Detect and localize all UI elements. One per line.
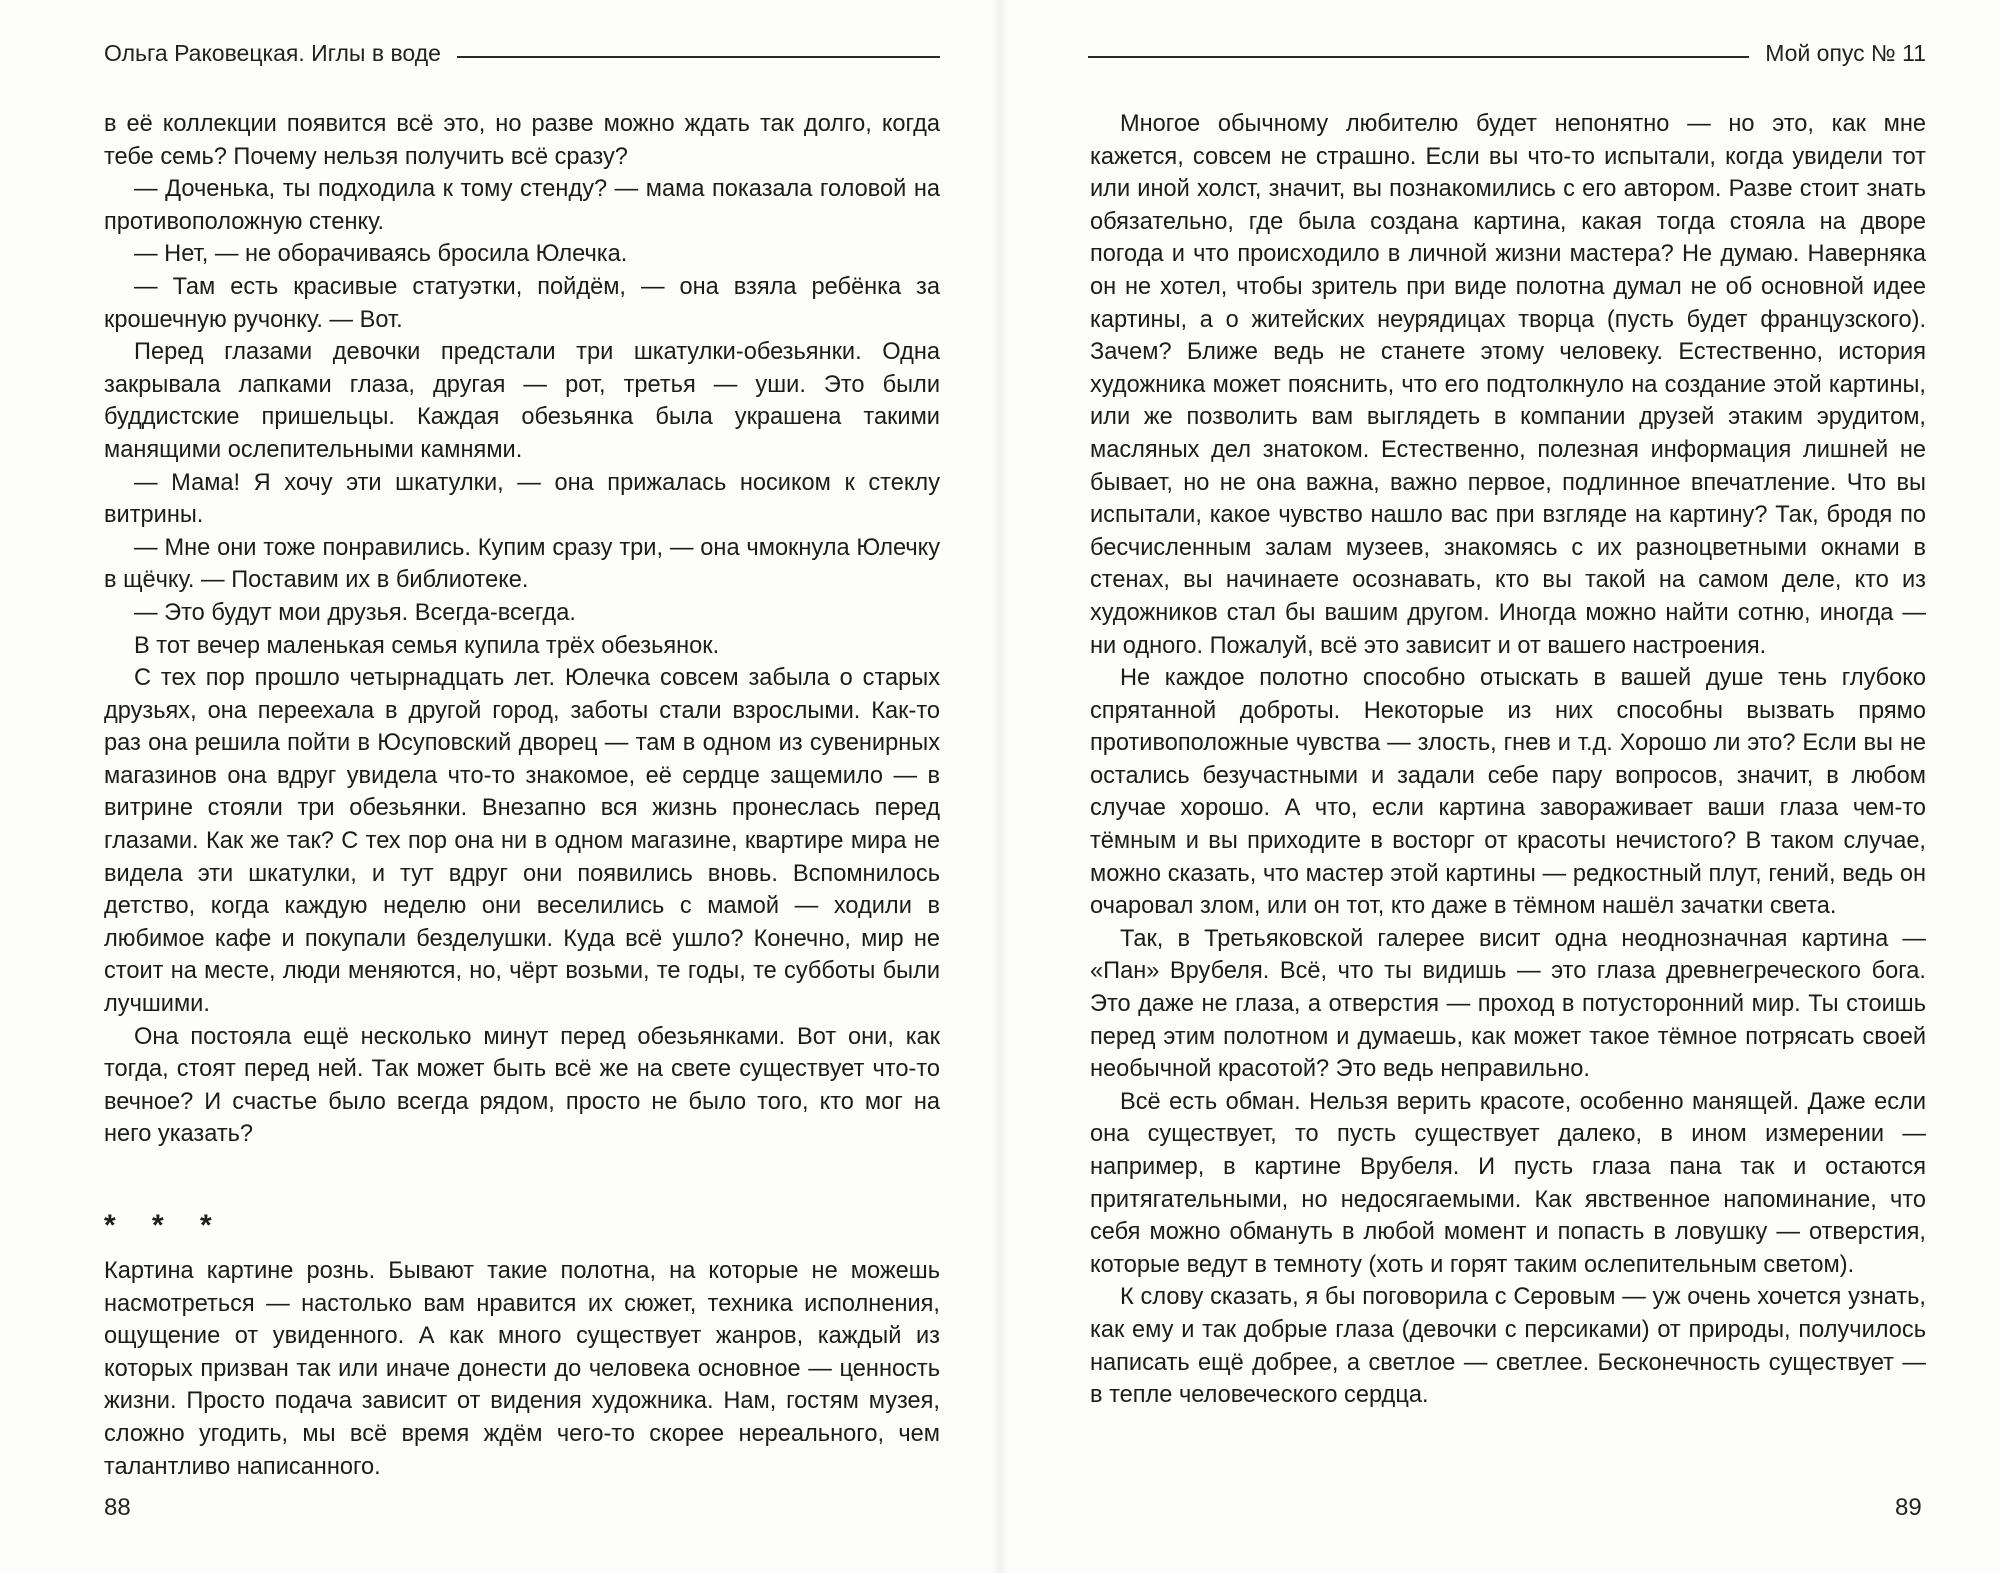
book-gutter [992, 0, 1008, 1573]
right-running-head [1088, 38, 1926, 68]
right-paragraph: Не каждое полотно способно отыскать в вашей душе тень глубоко спрятанной доброты. Некоторые из них способны вызвать прямо противоположные чувства — злость, гнев и т.д. Хорошо ли это? Если вы не остались безучастными и задали себе пару вопросов, значит, в любом случае хорошо. А что, если картина завораживает ваши глаза чем-то тёмным и вы приходите в восторг от красоты нечистого? В таком случае, можно сказать, что мастер этой картины — редкостный плут, гений, ведь он очаровал злом, или он тот, кто даже в тёмном нашёл зачатки света. [1090, 665, 1926, 920]
left-paragraph: С тех пор прошло четырнадцать лет. Юлечка совсем забыла о старых друзьях, она переехала в другой город, заботы стали взрослыми. Как-то раз она решила пойти в Юсуповский дворец — там в одном из сувенирных магазинов она вдруг увидела что-то знакомое, её сердце защемило — в витрине стояли три обезьянки. Внезапно вся жизнь пронеслась перед глазами. Как же так? С тех пор она ни в одном магазине, квартире мира не видела эти шкатулки, и тут вдруг они появились вновь. Вспомнилось детство, когда каждую неделю они веселились с мамой — ходили в любимое кафе и покупали безделушки. Куда всё ушло? Конечно, мир не стоит на месте, люди меняются, но, чёрт возьми, те годы, те субботы были лучшими. [104, 665, 940, 1018]
left-paragraph-after-separator: Картина картине рознь. Бывают такие полотна, на которые не можешь насмотреться — настолько вам нравится их сюжет, техника исполнения, ощущение от увиденного. А как много существует жанров, каждый из которых призван так или иначе донести до человека основное — ценность жизни. Просто подача зависит от видения художника. Нам, гостям музея, сложно угодить, мы всё время ждём чего-то скорее нереального, чем талантливо написанного. [104, 1258, 940, 1480]
right-paragraph: Многое обычному любителю будет непонятно — но это, как мне кажется, совсем не страшно. Если вы что-то испытали, когда увидели тот или иной холст, значит, вы познакомились с его автором. Разве стоит знать обязательно, где была создана картина, какая тогда стояла на дворе погода и что происходило в личной жизни мастера? Не думаю. Наверняка он не хотел, чтобы зритель при виде полотна думал не об основной идее картины, а о житейских неурядицах творца (пусть будет французского). Зачем? Ближе ведь не станете этому человеку. Естественно, история художника может пояснить, что его подтолкнуло на создание этой картины, или же позволить вам выглядеть в компании друзей этаким эрудитом, масляных дел знатоком. Естественно, полезная информация лишней не бывает, но не она важна, важно первое, подлинное впечатление. Что вы испытали, какое чувство нашло вас при взгляде на картину? Так, бродя по бесчисленным залам музеев, знакомясь с их разноцветными окнами в стенах, вы начинаете осознавать, кто вы такой на самом деле, кто из художников стал бы вашим другом. Иногда можно найти сотню, иногда — ни одного. Пожалуй, всё это зависит и от вашего настроения. [1090, 111, 1926, 659]
right-page-body [1090, 108, 1926, 1412]
left-paragraph: Перед глазами девочки предстали три шкатулки-обезьянки. Одна закрывала лапками глаза, другая — рот, третья — уши. Это были буддистские пришельцы. Каждая обезьянка была украшена такими манящими ослепительными камнями. [104, 339, 940, 463]
right-paragraph: Так, в Третьяковской галерее висит одна неоднозначная картина — «Пан» Врубеля. Всё, что ты видишь — это глаза древнегреческого бога. Это даже не глаза, а отверстия — проход в потусторонний мир. Ты стоишь перед этим полотном и думаешь, как может такое тёмное потрясать своей необычной красотой? Это ведь неправильно. [1090, 925, 1926, 1083]
section-separator: * * * [104, 1209, 226, 1242]
left-running-head-text: Ольга Раковецкая. Иглы в воде [104, 39, 441, 66]
left-paragraph: — Мне они тоже понравились. Купим сразу три, — она чмокнула Юлечку в щёчку. — Поставим их в библиотеке. [104, 534, 940, 594]
left-paragraph: — Нет, — не оборачиваясь бросила Юлечка. [134, 241, 628, 268]
left-paragraph: — Доченька, ты подходила к тому стенду? — мама показала головой на противоположную стенку. [104, 176, 940, 235]
right-running-head-text: Мой опус № 11 [1765, 39, 1926, 66]
left-page-number: 88 [104, 1494, 131, 1521]
right-paragraph: К слову сказать, я бы поговорила с Серовым — уж очень хочется узнать, как ему и так добрые глаза (девочки с персиками) от природы, получилось написать ещё добрее, а светлое — светлее. Бесконечность существует — в тепле человеческого сердца. [1090, 1284, 1926, 1409]
right-paragraph: Всё есть обман. Нельзя верить красоте, особенно манящей. Даже если она существует, то пусть существует далеко, в ином измерении — например, в картине Врубеля. И пусть глаза пана так и остаются притягательными, но недосягаемыми. Как явственное напоминание, что себя можно обмануть в любой момент и попасть в ловушку — отверстия, которые ведут в темноту (хоть и горят таким ослепительным светом). [1090, 1088, 1926, 1278]
left-paragraph: В тот вечер маленькая семья купила трёх обезьянок. [134, 632, 720, 659]
left-page-body [104, 108, 940, 1483]
left-paragraph: Она постояла ещё несколько минут перед обезьянками. Вот они, как тогда, стоят перед ней. Так может быть всё же на свете существует что-то вечное? И счастье было всегда рядом, просто не было того, кто мог на него указать? [104, 1023, 940, 1148]
right-page-number: 89 [1895, 1494, 1922, 1521]
left-header-rule [457, 56, 940, 58]
left-paragraph: — Там есть красивые статуэтки, пойдём, — она взяла ребёнка за крошечную ручонку. — Вот. [104, 273, 940, 333]
left-running-head [104, 38, 940, 68]
right-header-rule [1088, 56, 1749, 58]
left-paragraph: в её коллекции появится всё это, но разве можно ждать так долго, когда тебе семь? Почему нельзя получить всё сразу? [104, 111, 940, 170]
left-paragraph: — Это будут мои друзья. Всегда-всегда. [134, 599, 576, 626]
left-paragraph: — Мама! Я хочу эти шкатулки, — она прижалась носиком к стеклу витрины. [104, 469, 940, 529]
